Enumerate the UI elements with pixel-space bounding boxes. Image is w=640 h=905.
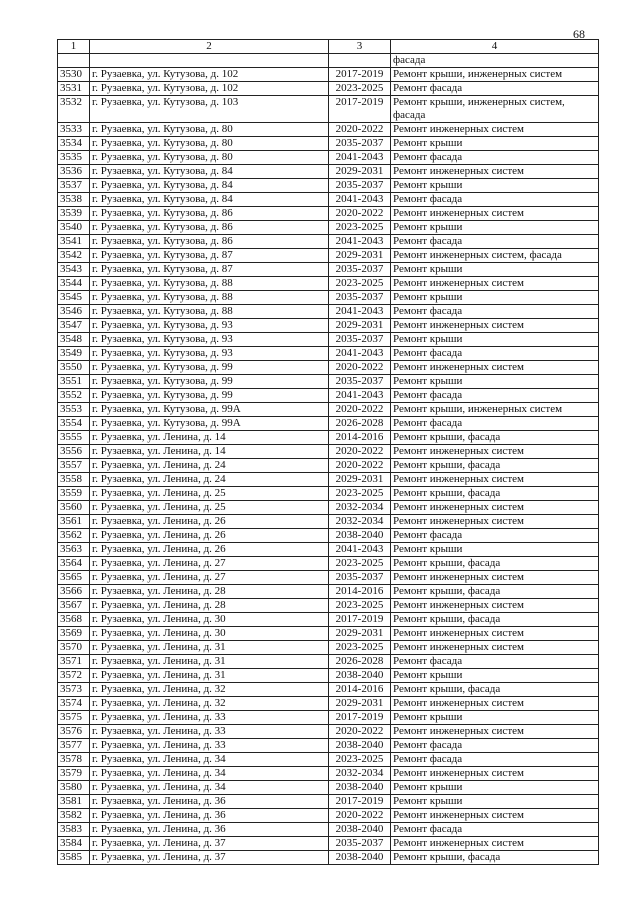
column-header-number: 1 <box>58 40 90 54</box>
table-row <box>58 627 599 641</box>
cell-address: г. Рузаевка, ул. Ленина, д. 14 <box>90 431 329 445</box>
cell-work-type: Ремонт крыши <box>391 669 599 683</box>
table-row <box>58 459 599 473</box>
cell-address: г. Рузаевка, ул. Ленина, д. 24 <box>90 473 329 487</box>
cell-work-type: Ремонт инженерных систем <box>391 165 599 179</box>
cell-work-type: Ремонт крыши, фасада <box>391 487 599 501</box>
table-row <box>58 501 599 515</box>
table-row <box>58 137 599 151</box>
cell-work-type: Ремонт инженерных систем <box>391 123 599 137</box>
cell-number: 3569 <box>58 627 90 641</box>
cell-work-type: Ремонт инженерных систем <box>391 207 599 221</box>
table-row <box>58 473 599 487</box>
cell-address: г. Рузаевка, ул. Кутузова, д. 99 <box>90 375 329 389</box>
cell-number: 3573 <box>58 683 90 697</box>
cell-address: г. Рузаевка, ул. Кутузова, д. 88 <box>90 305 329 319</box>
cell-period: 2032-2034 <box>329 515 391 529</box>
cell-number: 3575 <box>58 711 90 725</box>
cell-address: г. Рузаевка, ул. Кутузова, д. 88 <box>90 277 329 291</box>
cell-work-type: Ремонт крыши, инженерных систем, фасада <box>391 96 599 123</box>
cell-address: г. Рузаевка, ул. Кутузова, д. 84 <box>90 165 329 179</box>
cell-number: 3572 <box>58 669 90 683</box>
table-row <box>58 333 599 347</box>
cell-address: г. Рузаевка, ул. Ленина, д. 26 <box>90 529 329 543</box>
page-number: 68 <box>573 27 585 41</box>
cell-work-type: Ремонт крыши, фасада <box>391 851 599 865</box>
table-row <box>58 823 599 837</box>
table-row <box>58 669 599 683</box>
cell-number: 3581 <box>58 795 90 809</box>
carryover-row <box>58 54 599 68</box>
cell-period: 2017-2019 <box>329 96 391 123</box>
cell-number: 3579 <box>58 767 90 781</box>
cell-work-type: Ремонт фасада <box>391 823 599 837</box>
cell-period: 2014-2016 <box>329 431 391 445</box>
repair-schedule-table <box>57 39 599 865</box>
cell-work-type: Ремонт крыши <box>391 291 599 305</box>
cell-number: 3574 <box>58 697 90 711</box>
table-row <box>58 543 599 557</box>
carryover-cell-period <box>329 54 391 68</box>
cell-period: 2035-2037 <box>329 137 391 151</box>
cell-address: г. Рузаевка, ул. Ленина, д. 28 <box>90 599 329 613</box>
cell-work-type: Ремонт крыши <box>391 137 599 151</box>
cell-period: 2020-2022 <box>329 445 391 459</box>
cell-address: г. Рузаевка, ул. Ленина, д. 26 <box>90 543 329 557</box>
table-row <box>58 767 599 781</box>
cell-number: 3535 <box>58 151 90 165</box>
cell-address: г. Рузаевка, ул. Ленина, д. 34 <box>90 753 329 767</box>
table-row <box>58 263 599 277</box>
table-row <box>58 123 599 137</box>
cell-period: 2035-2037 <box>329 263 391 277</box>
cell-address: г. Рузаевка, ул. Кутузова, д. 84 <box>90 193 329 207</box>
cell-number: 3533 <box>58 123 90 137</box>
cell-period: 2023-2025 <box>329 641 391 655</box>
cell-address: г. Рузаевка, ул. Кутузова, д. 93 <box>90 333 329 347</box>
table-row <box>58 403 599 417</box>
cell-address: г. Рузаевка, ул. Кутузова, д. 93 <box>90 319 329 333</box>
table-row <box>58 235 599 249</box>
cell-work-type: Ремонт крыши <box>391 375 599 389</box>
cell-work-type: Ремонт крыши, фасада <box>391 683 599 697</box>
cell-period: 2017-2019 <box>329 613 391 627</box>
cell-address: г. Рузаевка, ул. Кутузова, д. 87 <box>90 249 329 263</box>
cell-period: 2035-2037 <box>329 333 391 347</box>
table-row <box>58 82 599 96</box>
cell-address: г. Рузаевка, ул. Ленина, д. 32 <box>90 697 329 711</box>
cell-number: 3539 <box>58 207 90 221</box>
table-row <box>58 249 599 263</box>
cell-period: 2038-2040 <box>329 851 391 865</box>
table-row <box>58 487 599 501</box>
table-row <box>58 319 599 333</box>
cell-address: г. Рузаевка, ул. Ленина, д. 32 <box>90 683 329 697</box>
cell-address: г. Рузаевка, ул. Кутузова, д. 102 <box>90 82 329 96</box>
cell-address: г. Рузаевка, ул. Ленина, д. 31 <box>90 655 329 669</box>
cell-number: 3562 <box>58 529 90 543</box>
cell-number: 3566 <box>58 585 90 599</box>
table-row <box>58 585 599 599</box>
cell-work-type: Ремонт крыши <box>391 221 599 235</box>
table-row <box>58 837 599 851</box>
cell-period: 2035-2037 <box>329 375 391 389</box>
cell-period: 2020-2022 <box>329 207 391 221</box>
cell-address: г. Рузаевка, ул. Ленина, д. 27 <box>90 571 329 585</box>
cell-period: 2029-2031 <box>329 473 391 487</box>
cell-number: 3580 <box>58 781 90 795</box>
cell-period: 2035-2037 <box>329 571 391 585</box>
cell-work-type: Ремонт крыши <box>391 543 599 557</box>
cell-number: 3553 <box>58 403 90 417</box>
cell-address: г. Рузаевка, ул. Ленина, д. 31 <box>90 641 329 655</box>
header-row <box>58 40 599 54</box>
cell-period: 2029-2031 <box>329 627 391 641</box>
cell-work-type: Ремонт крыши, фасада <box>391 557 599 571</box>
cell-period: 2029-2031 <box>329 165 391 179</box>
table-row <box>58 179 599 193</box>
cell-number: 3577 <box>58 739 90 753</box>
cell-address: г. Рузаевка, ул. Кутузова, д. 80 <box>90 137 329 151</box>
table-row <box>58 725 599 739</box>
cell-work-type: Ремонт инженерных систем <box>391 571 599 585</box>
cell-period: 2020-2022 <box>329 403 391 417</box>
table-row <box>58 851 599 865</box>
cell-period: 2023-2025 <box>329 277 391 291</box>
cell-work-type: Ремонт крыши, фасада <box>391 459 599 473</box>
table-row <box>58 431 599 445</box>
cell-address: г. Рузаевка, ул. Кутузова, д. 88 <box>90 291 329 305</box>
cell-address: г. Рузаевка, ул. Кутузова, д. 103 <box>90 96 329 123</box>
table-row <box>58 207 599 221</box>
table-row <box>58 697 599 711</box>
cell-number: 3546 <box>58 305 90 319</box>
table-row <box>58 557 599 571</box>
cell-work-type: Ремонт крыши, фасада <box>391 585 599 599</box>
cell-address: г. Рузаевка, ул. Ленина, д. 24 <box>90 459 329 473</box>
cell-number: 3550 <box>58 361 90 375</box>
cell-number: 3547 <box>58 319 90 333</box>
table-header <box>58 40 599 54</box>
cell-period: 2023-2025 <box>329 753 391 767</box>
table-row <box>58 151 599 165</box>
cell-number: 3567 <box>58 599 90 613</box>
cell-work-type: Ремонт крыши <box>391 711 599 725</box>
cell-address: г. Рузаевка, ул. Ленина, д. 36 <box>90 823 329 837</box>
cell-period: 2014-2016 <box>329 585 391 599</box>
cell-work-type: Ремонт инженерных систем <box>391 473 599 487</box>
cell-period: 2023-2025 <box>329 221 391 235</box>
cell-work-type: Ремонт инженерных систем <box>391 641 599 655</box>
cell-work-type: Ремонт инженерных систем <box>391 319 599 333</box>
cell-address: г. Рузаевка, ул. Кутузова, д. 80 <box>90 151 329 165</box>
cell-address: г. Рузаевка, ул. Ленина, д. 33 <box>90 739 329 753</box>
cell-number: 3541 <box>58 235 90 249</box>
cell-work-type: Ремонт фасада <box>391 417 599 431</box>
table-row <box>58 739 599 753</box>
cell-period: 2020-2022 <box>329 725 391 739</box>
cell-number: 3554 <box>58 417 90 431</box>
carryover-cell-address <box>90 54 329 68</box>
table-row <box>58 305 599 319</box>
cell-period: 2029-2031 <box>329 319 391 333</box>
cell-period: 2014-2016 <box>329 683 391 697</box>
cell-work-type: Ремонт фасада <box>391 753 599 767</box>
cell-work-type: Ремонт крыши <box>391 795 599 809</box>
table-row <box>58 193 599 207</box>
cell-address: г. Рузаевка, ул. Кутузова, д. 93 <box>90 347 329 361</box>
cell-address: г. Рузаевка, ул. Ленина, д. 36 <box>90 809 329 823</box>
cell-number: 3564 <box>58 557 90 571</box>
cell-number: 3540 <box>58 221 90 235</box>
cell-work-type: Ремонт инженерных систем <box>391 767 599 781</box>
cell-work-type: Ремонт фасада <box>391 82 599 96</box>
cell-address: г. Рузаевка, ул. Кутузова, д. 84 <box>90 179 329 193</box>
cell-work-type: Ремонт инженерных систем <box>391 725 599 739</box>
table-row <box>58 795 599 809</box>
cell-number: 3544 <box>58 277 90 291</box>
cell-work-type: Ремонт инженерных систем <box>391 599 599 613</box>
cell-work-type: Ремонт инженерных систем <box>391 515 599 529</box>
cell-work-type: Ремонт фасада <box>391 529 599 543</box>
cell-address: г. Рузаевка, ул. Ленина, д. 34 <box>90 767 329 781</box>
cell-number: 3531 <box>58 82 90 96</box>
cell-address: г. Рузаевка, ул. Ленина, д. 33 <box>90 725 329 739</box>
cell-number: 3565 <box>58 571 90 585</box>
cell-number: 3530 <box>58 68 90 82</box>
cell-work-type: Ремонт инженерных систем <box>391 445 599 459</box>
cell-address: г. Рузаевка, ул. Кутузова, д. 99А <box>90 417 329 431</box>
cell-number: 3583 <box>58 823 90 837</box>
cell-address: г. Рузаевка, ул. Ленина, д. 25 <box>90 501 329 515</box>
cell-address: г. Рузаевка, ул. Ленина, д. 36 <box>90 795 329 809</box>
cell-address: г. Рузаевка, ул. Кутузова, д. 86 <box>90 235 329 249</box>
table-row <box>58 655 599 669</box>
cell-period: 2029-2031 <box>329 697 391 711</box>
cell-address: г. Рузаевка, ул. Ленина, д. 30 <box>90 627 329 641</box>
table-row <box>58 68 599 82</box>
cell-work-type: Ремонт крыши <box>391 179 599 193</box>
cell-number: 3570 <box>58 641 90 655</box>
cell-address: г. Рузаевка, ул. Ленина, д. 28 <box>90 585 329 599</box>
table-row <box>58 375 599 389</box>
cell-period: 2023-2025 <box>329 82 391 96</box>
cell-period: 2035-2037 <box>329 837 391 851</box>
cell-number: 3542 <box>58 249 90 263</box>
cell-period: 2041-2043 <box>329 193 391 207</box>
cell-period: 2020-2022 <box>329 459 391 473</box>
cell-address: г. Рузаевка, ул. Кутузова, д. 86 <box>90 207 329 221</box>
cell-period: 2035-2037 <box>329 291 391 305</box>
cell-work-type: Ремонт крыши, инженерных систем <box>391 403 599 417</box>
cell-number: 3578 <box>58 753 90 767</box>
cell-period: 2023-2025 <box>329 487 391 501</box>
cell-period: 2038-2040 <box>329 823 391 837</box>
cell-period: 2041-2043 <box>329 151 391 165</box>
cell-work-type: Ремонт фасада <box>391 193 599 207</box>
cell-address: г. Рузаевка, ул. Кутузова, д. 99А <box>90 403 329 417</box>
cell-work-type: Ремонт крыши, инженерных систем <box>391 68 599 82</box>
cell-number: 3584 <box>58 837 90 851</box>
cell-address: г. Рузаевка, ул. Ленина, д. 34 <box>90 781 329 795</box>
cell-address: г. Рузаевка, ул. Ленина, д. 31 <box>90 669 329 683</box>
table-row <box>58 571 599 585</box>
cell-address: г. Рузаевка, ул. Ленина, д. 14 <box>90 445 329 459</box>
cell-period: 2020-2022 <box>329 809 391 823</box>
cell-period: 2020-2022 <box>329 361 391 375</box>
cell-number: 3582 <box>58 809 90 823</box>
table-row <box>58 683 599 697</box>
table-row <box>58 599 599 613</box>
table-row <box>58 711 599 725</box>
cell-work-type: Ремонт фасада <box>391 305 599 319</box>
cell-period: 2017-2019 <box>329 711 391 725</box>
cell-period: 2032-2034 <box>329 501 391 515</box>
table-row <box>58 529 599 543</box>
cell-number: 3552 <box>58 389 90 403</box>
cell-number: 3560 <box>58 501 90 515</box>
cell-work-type: Ремонт инженерных систем, фасада <box>391 249 599 263</box>
cell-address: г. Рузаевка, ул. Кутузова, д. 99 <box>90 389 329 403</box>
cell-address: г. Рузаевка, ул. Ленина, д. 30 <box>90 613 329 627</box>
table-row <box>58 515 599 529</box>
cell-work-type: Ремонт крыши <box>391 781 599 795</box>
table-row <box>58 165 599 179</box>
cell-period: 2017-2019 <box>329 68 391 82</box>
table-row <box>58 613 599 627</box>
cell-number: 3556 <box>58 445 90 459</box>
table-row <box>58 277 599 291</box>
cell-address: г. Рузаевка, ул. Кутузова, д. 86 <box>90 221 329 235</box>
cell-work-type: Ремонт фасада <box>391 655 599 669</box>
cell-work-type: Ремонт фасада <box>391 739 599 753</box>
cell-number: 3557 <box>58 459 90 473</box>
cell-work-type: Ремонт фасада <box>391 389 599 403</box>
cell-period: 2038-2040 <box>329 781 391 795</box>
cell-address: г. Рузаевка, ул. Кутузова, д. 99 <box>90 361 329 375</box>
cell-period: 2020-2022 <box>329 123 391 137</box>
cell-number: 3548 <box>58 333 90 347</box>
table-row <box>58 347 599 361</box>
cell-period: 2023-2025 <box>329 557 391 571</box>
cell-number: 3558 <box>58 473 90 487</box>
cell-number: 3537 <box>58 179 90 193</box>
table-row <box>58 809 599 823</box>
cell-period: 2026-2028 <box>329 655 391 669</box>
cell-number: 3571 <box>58 655 90 669</box>
cell-address: г. Рузаевка, ул. Кутузова, д. 87 <box>90 263 329 277</box>
table-row <box>58 96 599 123</box>
cell-work-type: Ремонт инженерных систем <box>391 501 599 515</box>
cell-work-type: Ремонт инженерных систем <box>391 837 599 851</box>
cell-address: г. Рузаевка, ул. Ленина, д. 27 <box>90 557 329 571</box>
table-row <box>58 753 599 767</box>
cell-number: 3534 <box>58 137 90 151</box>
cell-number: 3549 <box>58 347 90 361</box>
cell-period: 2035-2037 <box>329 179 391 193</box>
column-header-period: 3 <box>329 40 391 54</box>
cell-number: 3545 <box>58 291 90 305</box>
cell-number: 3576 <box>58 725 90 739</box>
column-header-address: 2 <box>90 40 329 54</box>
cell-number: 3532 <box>58 96 90 123</box>
cell-period: 2017-2019 <box>329 795 391 809</box>
cell-work-type: Ремонт инженерных систем <box>391 809 599 823</box>
table-row <box>58 641 599 655</box>
cell-work-type: Ремонт инженерных систем <box>391 277 599 291</box>
cell-period: 2038-2040 <box>329 529 391 543</box>
table-row <box>58 445 599 459</box>
cell-address: г. Рузаевка, ул. Кутузова, д. 102 <box>90 68 329 82</box>
table-row <box>58 361 599 375</box>
cell-number: 3555 <box>58 431 90 445</box>
table-row <box>58 417 599 431</box>
cell-address: г. Рузаевка, ул. Ленина, д. 37 <box>90 837 329 851</box>
cell-number: 3538 <box>58 193 90 207</box>
cell-period: 2029-2031 <box>329 249 391 263</box>
cell-address: г. Рузаевка, ул. Ленина, д. 26 <box>90 515 329 529</box>
cell-address: г. Рузаевка, ул. Кутузова, д. 80 <box>90 123 329 137</box>
cell-number: 3543 <box>58 263 90 277</box>
cell-work-type: Ремонт инженерных систем <box>391 361 599 375</box>
table-row <box>58 291 599 305</box>
cell-work-type: Ремонт крыши, фасада <box>391 613 599 627</box>
cell-work-type: Ремонт крыши <box>391 333 599 347</box>
cell-address: г. Рузаевка, ул. Ленина, д. 33 <box>90 711 329 725</box>
cell-work-type: Ремонт фасада <box>391 235 599 249</box>
cell-work-type: Ремонт фасада <box>391 151 599 165</box>
cell-period: 2023-2025 <box>329 599 391 613</box>
cell-period: 2041-2043 <box>329 347 391 361</box>
cell-number: 3568 <box>58 613 90 627</box>
cell-number: 3551 <box>58 375 90 389</box>
cell-number: 3561 <box>58 515 90 529</box>
cell-period: 2041-2043 <box>329 235 391 249</box>
table-row <box>58 781 599 795</box>
cell-work-type: Ремонт инженерных систем <box>391 697 599 711</box>
cell-number: 3563 <box>58 543 90 557</box>
cell-period: 2041-2043 <box>329 543 391 557</box>
cell-period: 2041-2043 <box>329 389 391 403</box>
table-row <box>58 221 599 235</box>
table-row <box>58 389 599 403</box>
cell-number: 3536 <box>58 165 90 179</box>
cell-work-type: Ремонт крыши <box>391 263 599 277</box>
cell-number: 3559 <box>58 487 90 501</box>
cell-number: 3585 <box>58 851 90 865</box>
cell-address: г. Рузаевка, ул. Ленина, д. 37 <box>90 851 329 865</box>
table-body <box>58 54 599 865</box>
cell-work-type: Ремонт крыши, фасада <box>391 431 599 445</box>
carryover-cell-work-type: фасада <box>391 54 599 68</box>
cell-period: 2038-2040 <box>329 669 391 683</box>
cell-address: г. Рузаевка, ул. Ленина, д. 25 <box>90 487 329 501</box>
cell-period: 2041-2043 <box>329 305 391 319</box>
cell-period: 2032-2034 <box>329 767 391 781</box>
cell-work-type: Ремонт фасада <box>391 347 599 361</box>
column-header-work-type: 4 <box>391 40 599 54</box>
cell-work-type: Ремонт инженерных систем <box>391 627 599 641</box>
cell-period: 2026-2028 <box>329 417 391 431</box>
cell-period: 2038-2040 <box>329 739 391 753</box>
carryover-cell-number <box>58 54 90 68</box>
